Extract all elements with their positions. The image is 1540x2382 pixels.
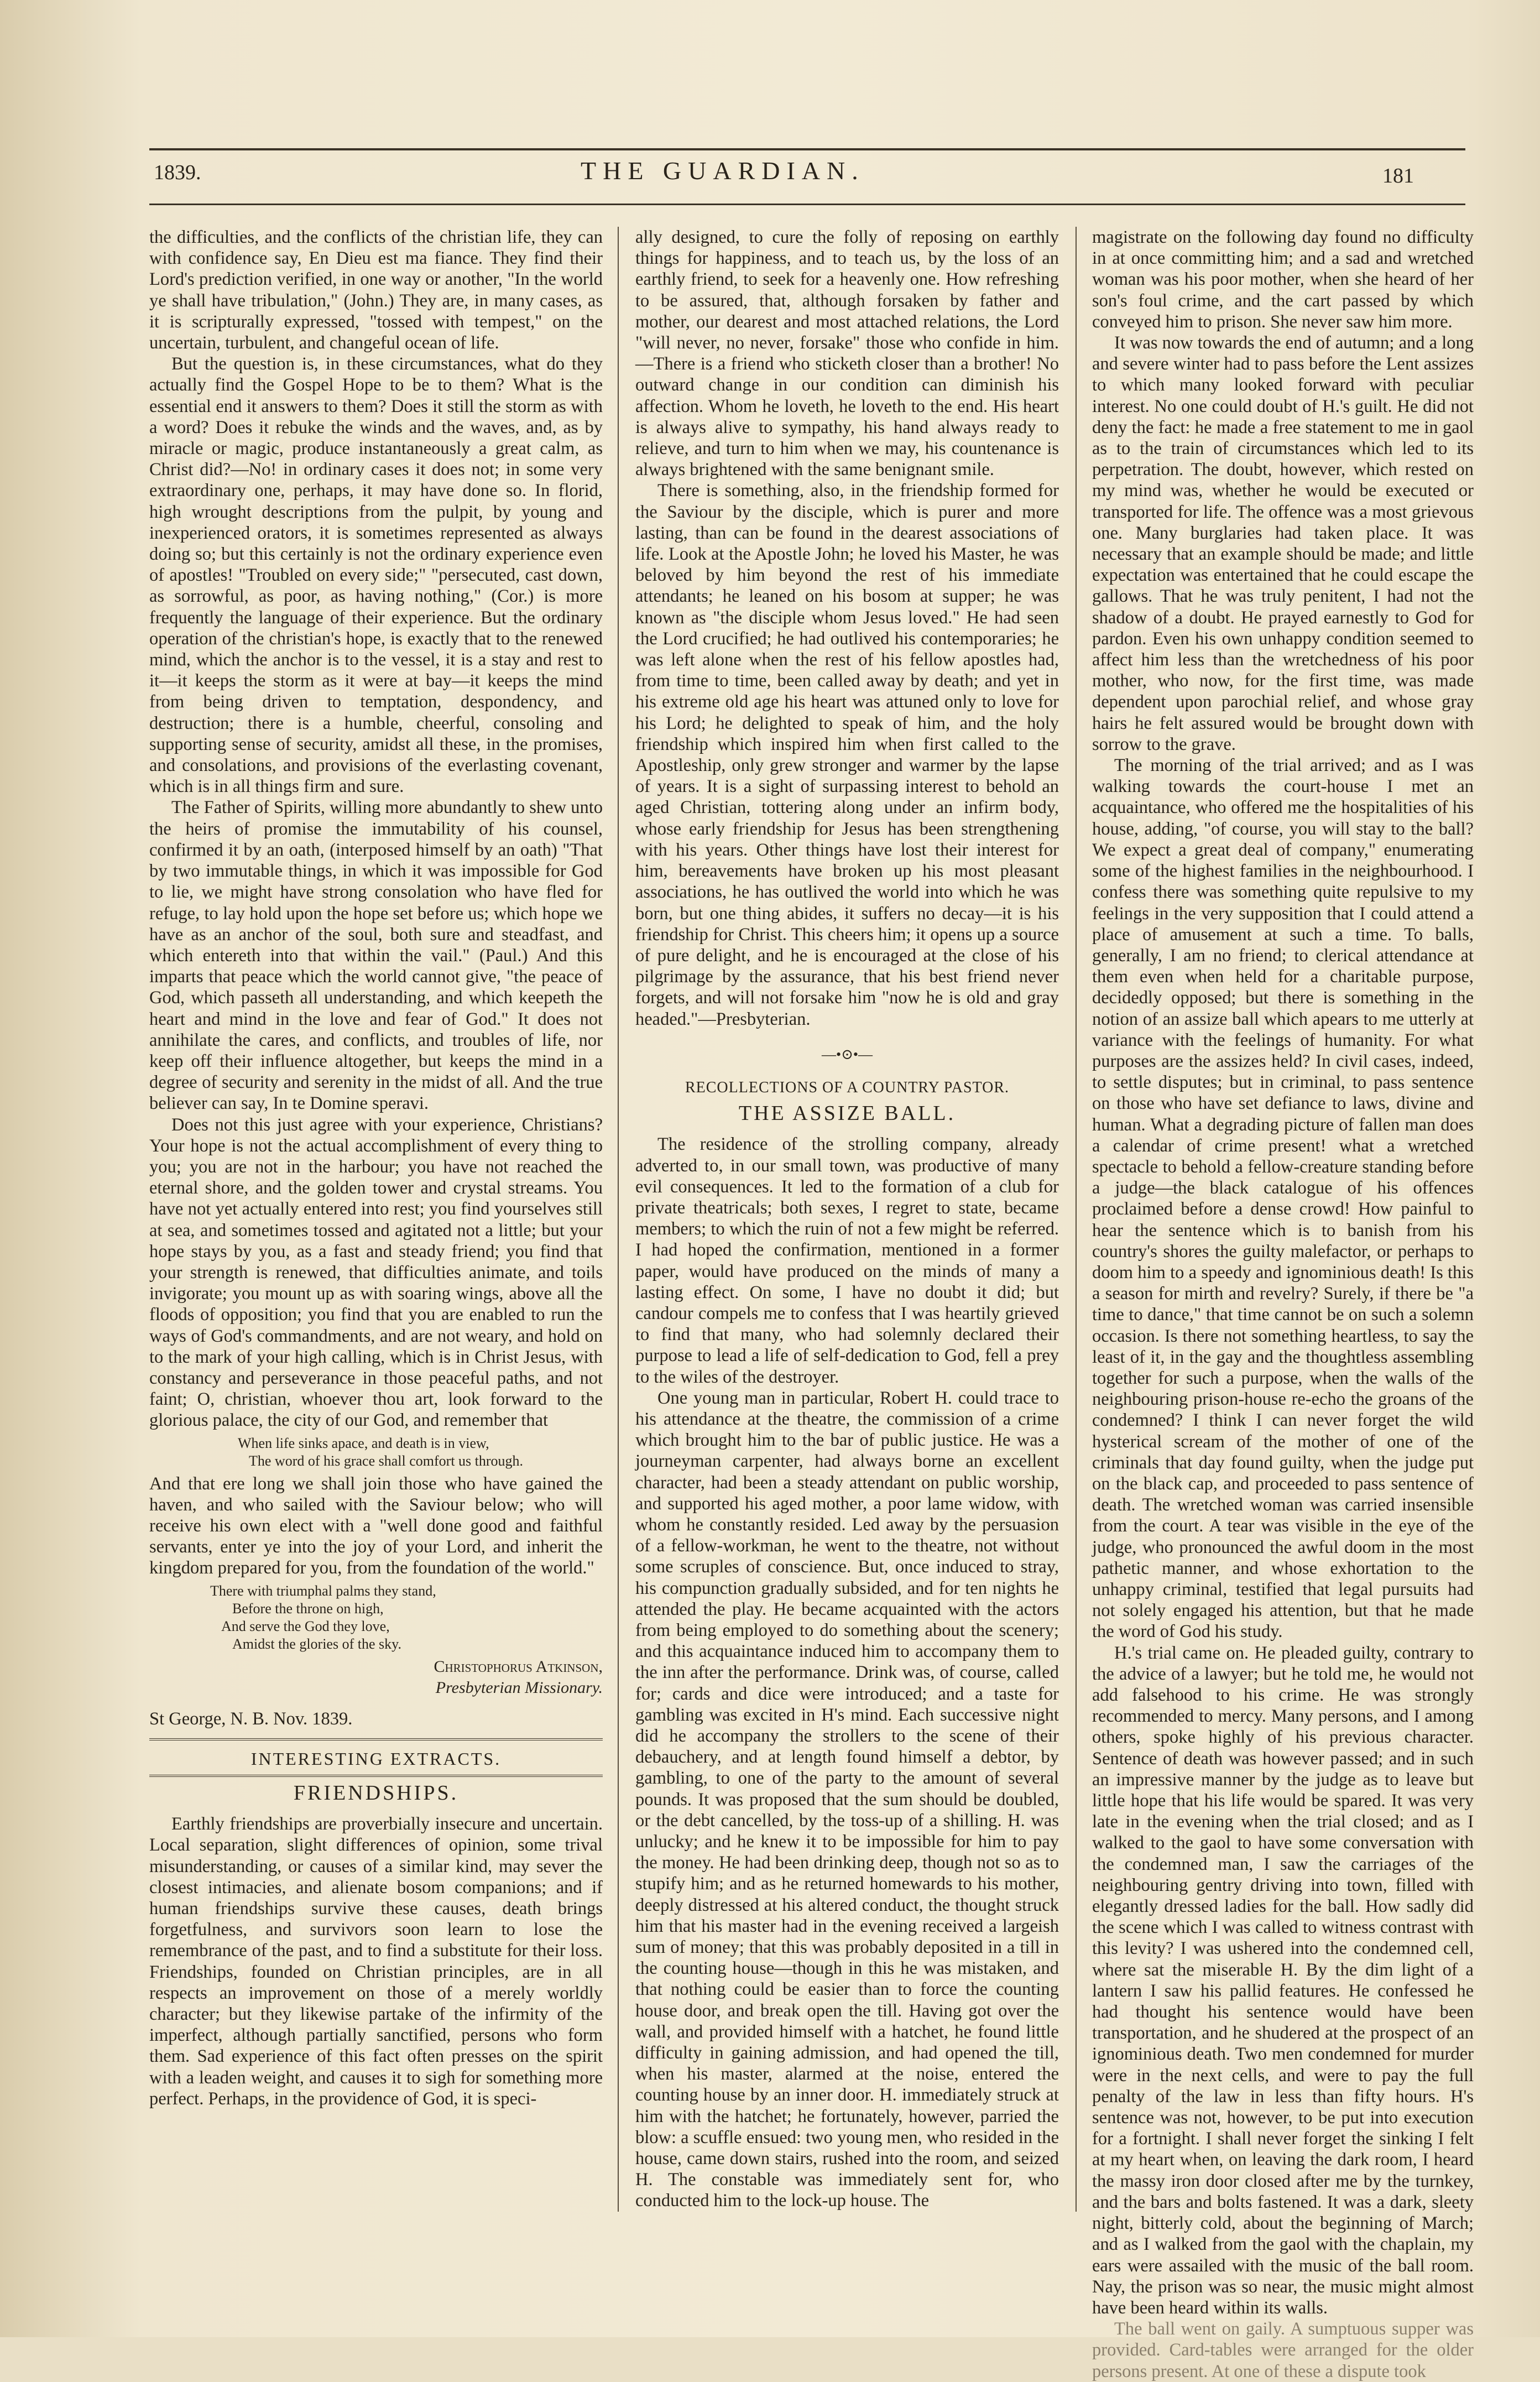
paragraph: And that ere long we shall join those who have gained the haven, and who sailed with the Saviour below; who will receive his own elect with a "well done good and faithful servants, enter ye into the joy of your Lord, and inherit the kingdom prepared for you, from the foundation of the world."	[149, 1473, 603, 1578]
poem-line: Before the throne on high,	[232, 1600, 384, 1617]
author-name: Christophorus Atkinson,	[434, 1657, 603, 1676]
column-1	[149, 227, 603, 2109]
paragraph: Does not this just agree with your experience, Christians? Your hope is not the actual accomplishment of every thing to you; you are not in the harbour; you have not reached the eternal shore, and the golden tower and crystal streams. You have not yet actually entered into rest; you find yourselves still at sea, and sometimes tossed and agitated not a little; but your hope stays by you, as a fast and steady friend; you find that your strength is renewed, that difficulties animate, and toils invigorate; you mount up as with soaring wings, above all the floods of opposition; you find that you are enabled to run the ways of God's commandments, and are not weary, and hold on to the mark of your high calling, which is in Christ Jesus, with constancy and perseverance in those peaceful paths, and not faint; O, christian, whoever thou art, look forward to the glorious palace, the city of our God, and remember that	[149, 1114, 603, 1431]
paragraph: ally designed, to cure the folly of reposing on earthly things for happiness, and to teach us, by the loss of an earthly friend, to seek for a heavenly one. How refreshing to be assured, that, although forsaken by father and mother, our dearest and most attached relations, the Lord "will never, no never, forsake" those who confide in him.—There is a friend who sticketh closer than a brother! No outward change in our condition can diminish his affection. Whom he loveth, he loveth to the end. His heart is always alive to sympathy, his hand always ready to relieve, and turn to him when we may, his countenance is always brightened with the same benignant smile.	[635, 227, 1059, 480]
column-3	[1092, 227, 1474, 2382]
ornament-divider: —•⊙•—	[822, 1046, 873, 1062]
author-signature	[149, 1656, 603, 1698]
poem-line: There with triumphal palms they stand,	[210, 1582, 436, 1599]
dateline: St George, N. B. Nov. 1839.	[149, 1708, 353, 1729]
paragraph: The morning of the trial arrived; and as I was walking towards the court-house I met an acquaintance, who offered me the hospitalities of his house, adding, "of course, you will stay to the ball? We expect a great deal of company," enumerating some of the highest families in the neighbourhood. I confess there was something quite repulsive to my feelings in the very supposition that I could attend a place of amusement at such a time. To balls, generally, I am no friend; to clerical attendance at them even when held for a charitable purpose, decidedly opposed; but there is something in the notion of an assize ball which apears to me utterly at variance with the feelings of humanity. For what purposes are the assizes held? In civil cases, indeed, to settle disputes; but in criminal, to pass sentence on those who have set defiance to laws, divine and human. What a degrading picture of fallen man does a calendar of crime present! what a wretched spectacle to behold a fellow-creature standing before a judge—the black catalogue of his offences proclaimed before a dense crowd! How painful to hear the sentence which is to banish from his country's shores the guilty malefactor, or perhaps to doom him to a speedy and ignominious death! Is this a season for mirth and revelry? Surely, if there be "a time to dance," that time cannot be on such a solemn occasion. Is there not something heartless, to say the least of it, in the gay and the thoughtless assembling together for such a purpose, when the walls of the neighbouring prison-house re-echo the groans of the condemned? I think I can never forget the wild hysterical scream of the mother of one of the criminals that day found guilty, when the judge put on the black cap, and proceeded to pass sentence of death. The wretched woman was carried insensible from the court. A tear was visible in the eye of the judge, who pronounced the awful doom in the most pathetic manner, and whose exhortation to the unhappy criminal, testified that legal pursuits had not solely engaged his attention, but that he made the word of God his study.	[1092, 755, 1474, 1642]
poem-line: And serve the God they love,	[221, 1618, 390, 1634]
paragraph: The residence of the strolling company, already adverted to, in our small town, was productive of many evil consequences. It led to the formation of a club for private theatricals; both sexes, I regret to state, became members; to which the ruin of not a few might be referred. I had hoped the confirmation, mentioned in a former paper, would have produced on the minds of many a lasting effect. On some, I have no doubt it did; but candour compels me to confess that I was heartily grieved to find that many, who had solemnly declared their purpose to lead a life of self-dedication to God, fell a prey to the wiles of the destroyer.	[635, 1134, 1059, 1387]
header-rule-top	[149, 148, 1465, 150]
poem-stanza	[210, 1582, 603, 1653]
poem-line: When life sinks apace, and death is in view,	[238, 1435, 489, 1451]
article-title: THE ASSIZE BALL.	[738, 1102, 956, 1125]
paragraph: Earthly friendships are proverbially insecure and uncertain. Local separation, slight differences of opinion, some trival misunderstanding, or causes of a similar kind, may sever the closest intimacies, and alienate bosom companions; and if human friendships survive these causes, death brings forgetfulness, and survivors soon learn to lose the remembrance of the past, and to find a substitute for their loss. Friendships, founded on Christian principles, are in all respects an improvement on those of a merely worldly character; but they likewise partake of the infirmity of the imperfect, although partially sanctified, persons who form them. Sad experience of this fact often presses on the spirit with a leaden weight, and causes it to sigh for something more perfect. Perhaps, in the providence of God, it is speci-	[149, 1814, 603, 2109]
paragraph: H.'s trial came on. He pleaded guilty, contrary to the advice of a lawyer; but he told me, he would not add falsehood to his crime. He was strongly recommended to mercy. Many persons, and I among others, spoke highly of his previous character. Sentence of death was however passed; and in such an impressive manner by the judge as to leave but little hope that his life would be spared. It was very late in the evening when the trial closed; and as I walked to the gaol to have some conversation with the condemned man, I saw the carriages of the neighbouring gentry driving into town, filled with elegantly dressed ladies for the ball. How sadly did the scene which I was called to witness contrast with this levity? I was ushered into the condemned cell, where sat the miserable H. By the dim light of a lantern I saw his pallid features. He confessed he had thought his sentence would have been transportation, and he shudered at the prospect of an ignominious death. Two men condemned for murder were in the next cells, and were to pay the full penalty of the law in less than fifty hours. H's sentence was not, however, to be put into execution for a fortnight. I shall never forget the sinking I felt at my heart when, on leaving the dark room, I heard the massy iron door closed after me by the turnkey, and the bars and bolts fastened. It was a dark, sleety night, bitterly cold, about the beginning of March; and as I walked from the gaol with the chaplain, my ears were assailed with the music of the ball room. Nay, the prison was so near, the music might almost have been heard within its walls.	[1092, 1643, 1474, 2318]
paragraph: It was now towards the end of autumn; and a long and severe winter had to pass before the Lent assizes to which many looked forward with peculiar interest. No one could doubt of H.'s guilt. He did not deny the fact: he made a free statement to me in gaol as to the train of circumstances which led to its perpetration. The doubt, however, which rested on my mind was, whether he would be executed or transported for life. The offence was a most grievous one. Many burglaries had taken place. It was necessary that an example should be made; and little expectation was entertained that he could escape the gallows. That he was truly penitent, I had not the shadow of a doubt. He prayed earnestly to God for pardon. Even his own unhappy condition seemed to affect him less than the wretchedness of his poor mother, who now, for the first time, was made dependent upon parochial relief, and whose gray hairs he felt assured would be brought down with sorrow to the grave.	[1092, 333, 1474, 754]
page-fold-shadow	[0, 0, 83, 2337]
header-rule-bottom	[149, 204, 1465, 205]
section-divider	[149, 1738, 603, 1740]
author-title: Presbyterian Missionary.	[435, 1678, 603, 1697]
paragraph: the difficulties, and the conflicts of the christian life, they can with confidence say, En Dieu est ma fiance. They find their Lord's prediction verified, in one way or another, "In the world ye shall have tribulation," (John.) They are, in many cases, as it is scripturally expressed, "tossed with tempest," on the uncertain, turbulent, and changeful ocean of life.	[149, 227, 603, 353]
poem-line: The word of his grace shall comfort us through.	[249, 1452, 524, 1469]
poem-line: Amidst the glories of the sky.	[232, 1635, 401, 1652]
paragraph: The ball went on gaily. A sumptuous supper was provided. Card-tables were arranged for the older persons present. At one of these a dispute took	[1092, 2319, 1474, 2381]
paragraph: But the question is, in these circumstances, what do they actually find the Gospel Hope to be to them? What is the essential end it answers to them? Does it still the storm as with a word? Does it rebuke the winds and the waves, and, as by miracle or magic, produce instantaneously a great calm, as Christ did?—No! in ordinary cases it does not; in some very extraordinary one, perhaps, it may have done so. In florid, high wrought descriptions from the pulpit, by young and inexperienced orators, it is sometimes represented as always doing so; but this certainly is not the ordinary experience even of apostles! "Troubled on every side;" "persecuted, cast down, as sorrowful, as poor, as having nothing," (Cor.) is more frequently the language of their experience. But the ordinary operation of the christian's hope, is exactly that to the renewed mind, which the anchor is to the vessel, it is a stay and rest to it—it keeps the storm as it were at bay—it keeps the mind from being driven to temptation, despondency, and destruction; there is a humble, cheerful, consoling and supporting sense of security, amidst all these, in the promises, and consolations, and provisions of the everlasting covenant, which is in all things firm and sure.	[149, 354, 603, 797]
paragraph: There is something, also, in the friendship formed for the Saviour by the disciple, which is purer and more lasting, than can be found in the dearest associations of life. Look at the Apostle John; he loved his Master, he was beloved by him beyond the rest of his immediate attendants; he leaned on his bosom at supper; he was known as "the disciple whom Jesus loved." He had seen the Lord crucified; he had outlived his contemporaries; he was left alone when the rest of his fellow apostles had, from time to time, been called away by death; and yet in his extreme old age his heart was attuned only to love for his Lord; he delighted to speak of him, and the holy friendship which inspired him when first called to the Apostleship, only grew stronger and warmer by the lapse of years. It is a sight of surpassing interest to behold an aged Christian, tottering along under an infirm body, whose early friendship for Jesus has been strengthening with his years. Other things have lost their interest for him, bereavements have broken up his most pleasant associations, he has outlived the world into which he was born, but one thing abides, it suffers no decay—it is his friendship for Christ. This cheers him; it opens up a source of pure delight, and he is encouraged at the close of his pilgrimage by the assurance, that his best friend never forgets, and will not forsake him "now he is old and gray headed."—Presbyterian.	[635, 481, 1059, 1029]
page-number: 181	[1382, 164, 1414, 187]
newspaper-title: THE GUARDIAN.	[581, 157, 865, 185]
column-2	[618, 227, 1077, 2212]
paragraph: magistrate on the following day found no difficulty in at once committing him; and a sad and wretched woman was his poor mother, when she heard of her son's foul crime, and the cart passed by which conveyed him to prison. She never saw him more.	[1092, 227, 1474, 332]
paragraph: One young man in particular, Robert H. could trace to his attendance at the theatre, the commission of a crime which brought him to the bar of public justice. He was a journeyman carpenter, had always borne an excellent character, had been a steady attendant on public worship, and supported his aged mother, a poor lame widow, with whom he constantly resided. Led away by the persuasion of a fellow-workman, he went to the theatre, not without some scruples of conscience. But, once induced to stray, his compunction gradually subsided, and for ten nights he attended the play. He became acquainted with the actors from being employed to do something about the scenery; and this acquaintance induced him to accompany them to the inn after the performance. Drink was, of course, called for; cards and dice were introduced; and a taste for gambling was excited in H's mind. Each successive night did he accompany the strollers to the scene of their debauchery, and at length found himself a debtor, by gambling, to one of the party to the amount of several pounds. It was proposed that the sum should be doubled, or the debt cancelled, by the toss-up of a shilling. H. was unlucky; and he knew it to be impossible for him to pay the money. He had been drinking deep, though not so as to stupify him; and as he returned homewards to his mother, deeply distressed at his altered conduct, the thought struck him that his master had in the evening received a largeish sum of money; that this was probably deposited in a till in the counting house—though in this he was mistaken, and that nothing could be easier than to force the counting house door, and break open the till. Having got over the wall, and provided himself with a hatchet, he found little difficulty in gaining admission, and had opened the till, when his master, alarmed at the noise, entered the counting house by an inner door. H. immediately struck at him with the hatchet; he fortunately, however, parried the blow: a scuffle ensued: two young men, who resided in the house, came down stairs, rushed into the room, and seized H. The constable was immediately sent for, who conducted him to the lock-up house. The	[635, 1388, 1059, 2211]
poem-stanza	[238, 1435, 603, 1470]
section-heading: INTERESTING EXTRACTS.	[250, 1748, 502, 1769]
issue-year: 1839.	[154, 161, 201, 184]
series-subheading: RECOLLECTIONS OF A COUNTRY PASTOR.	[685, 1078, 1010, 1096]
article-title: FRIENDSHIPS.	[293, 1781, 459, 1805]
section-divider	[149, 1775, 603, 1777]
paragraph: The Father of Spirits, willing more abundantly to shew unto the heirs of promise the immutability of his counsel, confirmed it by an oath, (interposed himself by an oath) "That by two immutable things, in which it was impossible for God to lie, we might have strong consolation who have fled for refuge, to lay hold upon the hope set before us; which hope we have as an anchor of the soul, both sure and steadfast, and which entereth into that within the vail." (Paul.) And this imparts that peace which the world cannot give, "the peace of God, which passeth all understanding, and which keepeth the heart and mind in the love and fear of God." It does not annihilate the cares, and conflicts, and troubles of life, nor keep off their influence altogether, but keeps the mind in a degree of security and serenity in the midst of all. And the true believer can say, In te Domine speravi.	[149, 798, 603, 1114]
